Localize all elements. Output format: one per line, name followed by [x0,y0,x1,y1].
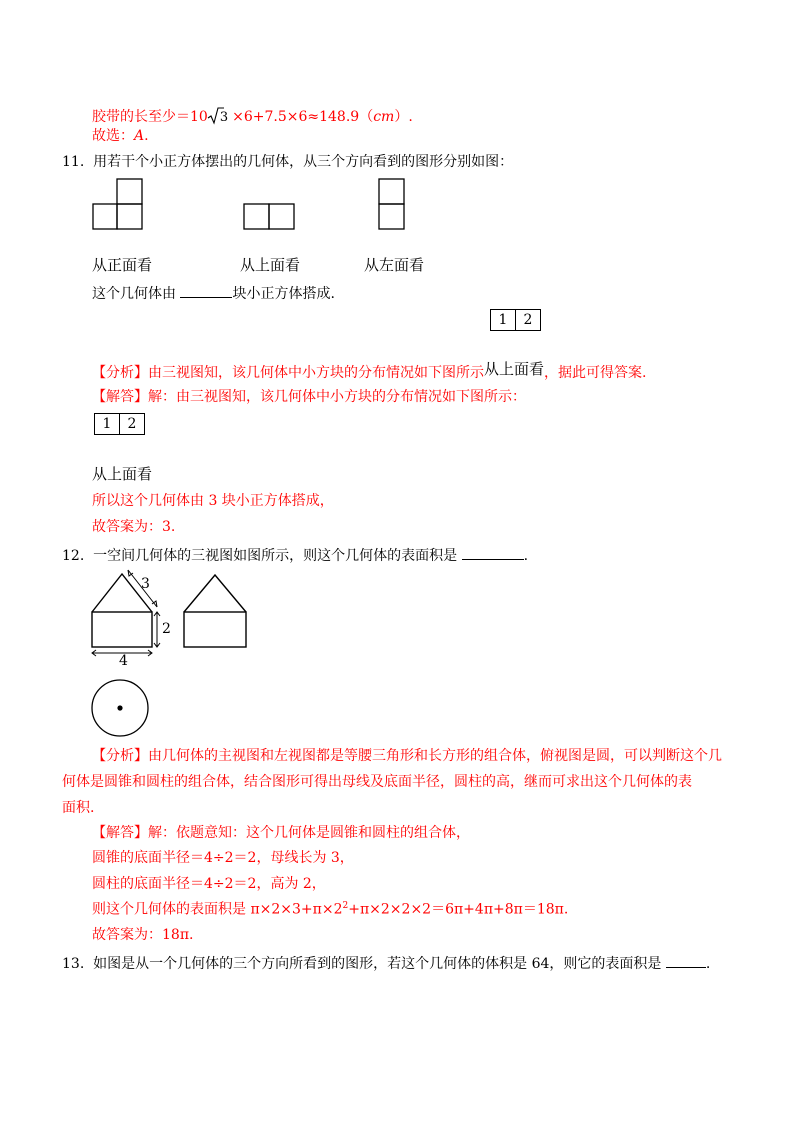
answer-line1: 解：依题意知：这个几何体是圆锥和圆柱的组合体， [148,825,470,841]
grid-cell: 1 [102,416,112,432]
tape-line-prefix: 胶带的长至少＝10 [92,109,208,125]
answer-text: 解：由三视图知，该几何体中小方块的分布情况如下图所示： [148,389,526,405]
q12-side-view-figure [182,572,252,652]
q11-left-view-figure [378,178,407,232]
tape-length-line [92,103,413,124]
q12-final: 故答案为：18π. [92,927,194,943]
answer-tag: 【解答】 [92,389,148,405]
q13-stem [62,955,710,971]
q11-answer [92,390,526,404]
q13-text: 如图是从一个几何体的三个方向所看到的图形，若这个几何体的体积是 64，则它的表面积是 [93,956,662,972]
sqrt-symbol [208,103,232,124]
analysis-tag: 【分析】 [92,748,148,764]
q11-text: 用若干个小正方体摆出的几何体，从三个方向看到的图形分别如图： [93,154,514,170]
choose-line [92,129,149,143]
q11-final: 故答案为：3. [92,519,176,535]
q11-front-view-figure [92,178,144,232]
q12-number: 12. [62,548,85,564]
grid-cell: 2 [515,310,540,330]
q12-text-end: . [523,548,529,564]
sqrt-value: 3 [219,110,229,125]
analysis-end: ，据此可得答案. [544,365,647,381]
q11-label-front: 从正面看 [92,256,153,274]
q12-analysis-line3: 面积. [62,800,95,816]
q11-inline-grid [490,309,541,331]
q12-answer-blank[interactable] [462,547,524,560]
q11-answer-grid-label: 从上面看 [92,465,153,483]
q12-top-view-figure [90,678,152,740]
q12-dim-width: 4 [119,653,128,669]
q11-top-view-figure [243,203,297,232]
q13-text-end: . [705,956,711,972]
q12-dim-height: 2 [162,621,171,637]
choose-answer: A [134,128,145,144]
q11-fill-line [92,285,335,301]
q12-front-view-figure [84,562,184,668]
analysis-text: 由三视图知，该几何体中小方块的分布情况如下图所示 [148,365,484,381]
q11-analysis [92,360,647,381]
choose-prefix: 故选： [92,128,134,144]
q12-analysis-line2: 何体是圆锥和圆柱的组合体，结合图形可得出母线及底面半径，圆柱的高，继而可求出这个几何体的表 [62,774,692,790]
tape-line-end: ）. [394,109,413,125]
q13-number: 13. [62,956,85,972]
analysis-line1: 由几何体的主视图和左视图都是等腰三角形和长方形的组合体，俯视图是圆，可以判断这个几 [148,748,722,764]
q12-answer-line3: 圆柱的底面半径＝4÷2＝2，高为 2， [92,876,326,892]
choose-end: . [144,128,149,144]
answer-line4-b: +π×2×2×2＝6π+4π+8π＝18π. [348,901,569,918]
analysis-tag: 【分析】 [92,365,148,381]
q13-answer-blank[interactable] [666,955,706,968]
analysis-inline-label: 从上面看 [484,360,545,378]
q12-answer-line2: 圆锥的底面半径＝4÷2＝2，母线长为 3， [92,850,354,866]
q11-stem [62,155,513,169]
q12-stem [62,547,528,563]
tape-line-rest: ×6+7.5×6≈148.9（ [232,109,374,125]
q12-analysis-line1 [92,749,722,763]
q11-label-left: 从左面看 [364,256,425,274]
q11-number: 11. [62,154,85,170]
q12-answer-line1 [92,826,470,840]
q12-dim-slant: 3 [141,576,150,592]
q11-fill-prefix: 这个几何体由 [92,286,176,302]
q11-answer-blank[interactable] [180,285,232,298]
q11-answer-grid [94,413,145,435]
q12-text: 一空间几何体的三视图如图所示，则这个几何体的表面积是 [93,548,458,564]
answer-line4-a: 则这个几何体的表面积是 π×2×3+π×2 [92,901,343,918]
q11-conclusion: 所以这个几何体由 3 块小正方体搭成， [92,493,334,509]
tape-unit: cm [373,109,395,125]
q11-label-top: 从上面看 [240,256,301,274]
answer-tag: 【解答】 [92,825,148,841]
grid-cell: 2 [119,414,144,434]
q11-fill-suffix: 块小正方体搭成. [232,286,335,302]
q12-answer-line4 [92,902,568,917]
grid-cell: 1 [498,312,508,328]
answer-line4-sup: 2 [342,901,349,911]
